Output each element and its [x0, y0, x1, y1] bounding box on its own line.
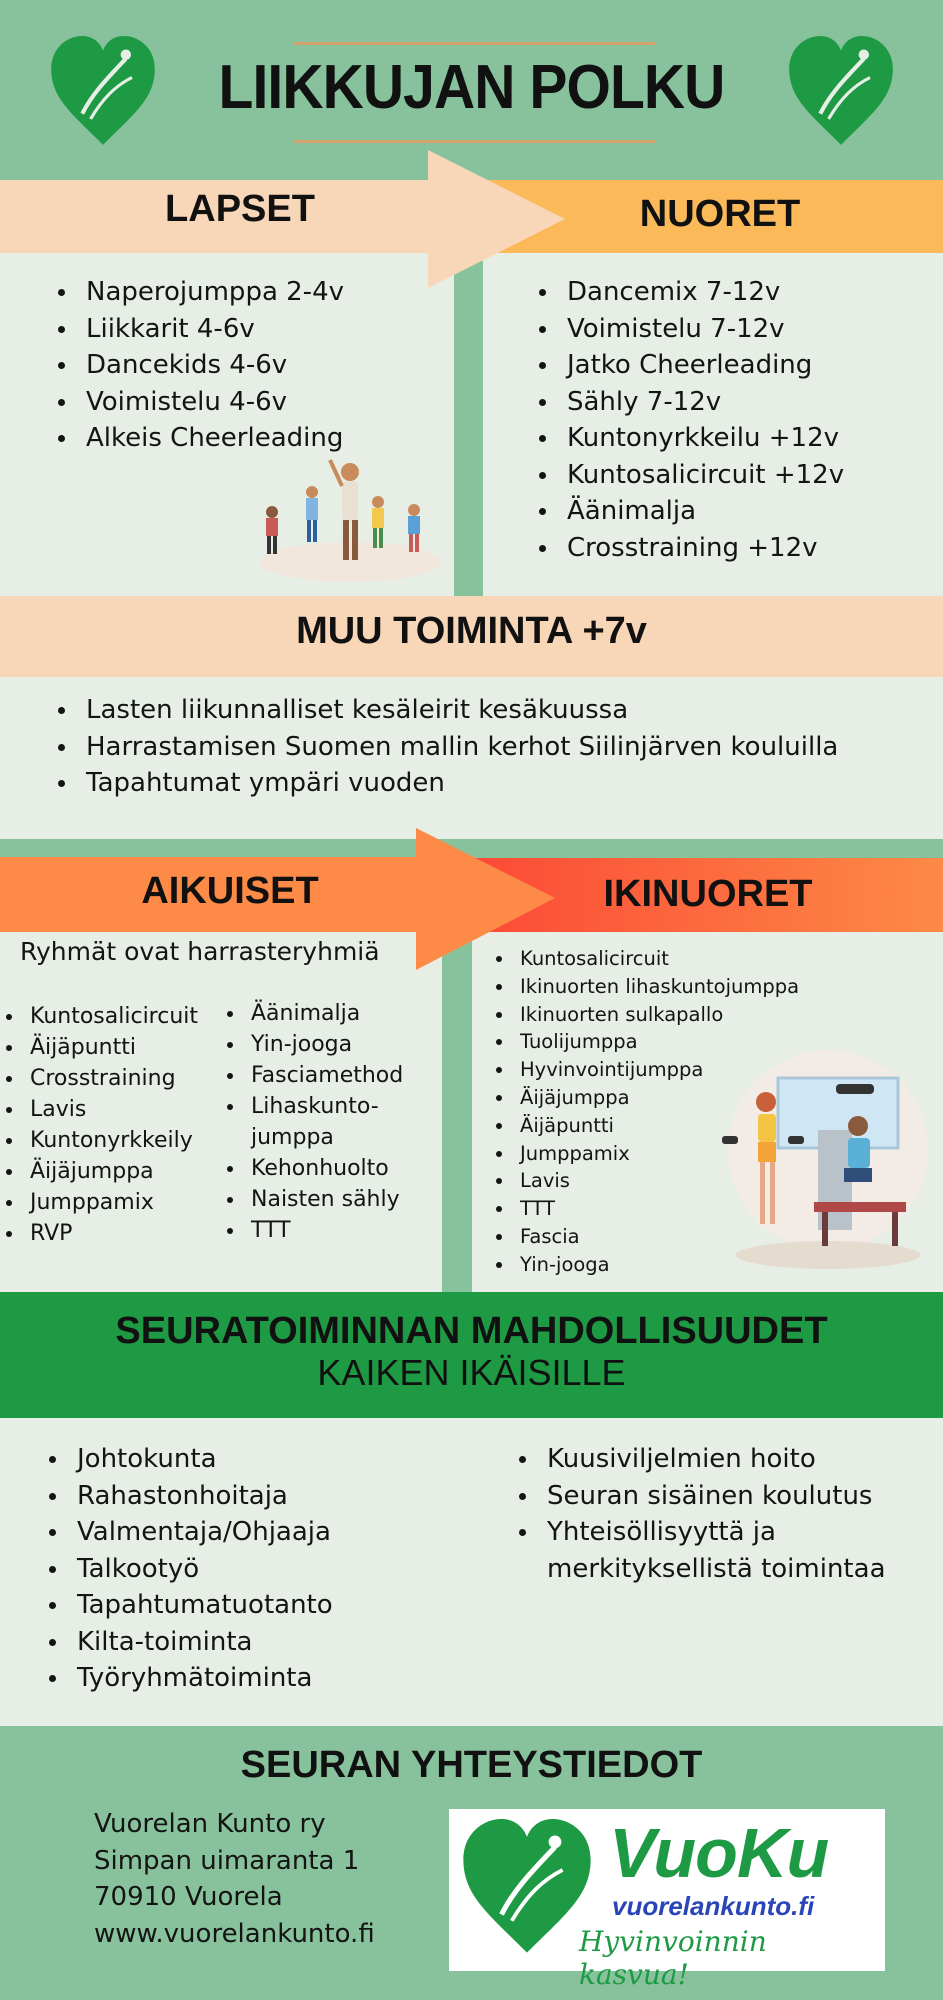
aikuiset-subtitle: Ryhmät ovat harrasteryhmiä [20, 937, 380, 966]
contact-line: Simpan uimaranta 1 [94, 1845, 360, 1876]
lapset-list [86, 274, 344, 457]
list-item: Crosstraining [30, 1063, 198, 1094]
list-item: Kehonhuolto [251, 1153, 403, 1184]
seura-heading: SEURATOIMINNAN MAHDOLLISUUDET [115, 1310, 828, 1352]
list-item: Tapahtumat ympäri vuoden [86, 765, 838, 802]
list-item: Kuusiviljelmien hoito [547, 1441, 927, 1478]
list-item: Fasciamethod [251, 1060, 403, 1091]
aikuiset-list-col2 [251, 998, 403, 1246]
logo-url: vuorelankunto.fi [612, 1891, 815, 1921]
list-item: Kuntonyrkkeilu +12v [567, 420, 844, 457]
list-item: Äänimalja [251, 998, 403, 1029]
list-item: Kuntosalicircuit +12v [567, 457, 844, 494]
list-item: Jumppamix [30, 1187, 198, 1218]
list-item: Harrastamisen Suomen mallin kerhot Siilinjärven kouluilla [86, 729, 838, 766]
list-item: Sähly 7-12v [567, 384, 844, 421]
muu-heading: MUU TOIMINTA +7v [296, 610, 647, 652]
list-item: Ikinuorten lihaskuntojumppa [520, 973, 799, 1001]
seura-subheading: KAIKEN IKÄISILLE [317, 1352, 626, 1393]
list-item: Naisten sähly [251, 1184, 403, 1215]
list-item: Crosstraining +12v [567, 530, 844, 567]
list-item: Tuolijumppa [520, 1028, 799, 1056]
list-item: Kilta-toiminta [77, 1624, 333, 1661]
children-exercise-illustration [250, 450, 440, 585]
list-item: Yhteisöllisyyttä ja merkityksellistä toimintaa [547, 1514, 927, 1587]
contact-line: Vuorelan Kunto ry [94, 1809, 326, 1839]
list-item: Voimistelu 4-6v [86, 384, 344, 421]
list-item: Äijäjumppa [520, 1084, 799, 1112]
list-item: Liikkarit 4-6v [86, 311, 344, 348]
list-item: Lavis [30, 1094, 198, 1125]
list-item: Fascia [520, 1223, 799, 1251]
list-item: Yin-jooga [520, 1251, 799, 1279]
gym-illustration [718, 1050, 928, 1275]
header [0, 0, 943, 160]
heart-logo-icon [463, 1819, 591, 1959]
contact-website-link[interactable]: www.vuorelankunto.fi [94, 1918, 375, 1949]
list-item: Rahastonhoitaja [77, 1478, 333, 1515]
list-item: TTT [520, 1195, 799, 1223]
list-item: Äijäjumppa [30, 1156, 198, 1187]
list-item: Naperojumppa 2-4v [86, 274, 344, 311]
aikuiset-heading: AIKUISET [141, 870, 319, 912]
page-title: LIIKKUJAN POLKU [218, 53, 725, 122]
logo-name: VuoKu [609, 1814, 829, 1892]
list-item: Äijäpuntti [30, 1032, 198, 1063]
list-item: Valmentaja/Ohjaaja [77, 1514, 333, 1551]
list-item: Lasten liikunnalliset kesäleirit kesäkuussa [86, 692, 838, 729]
list-item: Johtokunta [77, 1441, 333, 1478]
seura-list-col1 [77, 1441, 333, 1697]
list-item: Äänimalja [567, 493, 844, 530]
nuoret-list [567, 274, 844, 566]
seura-list-col2 [547, 1441, 927, 1587]
nuoret-heading: NUORET [639, 193, 801, 235]
list-item: Dancekids 4-6v [86, 347, 344, 384]
contact-line: 70910 Vuorela [94, 1882, 283, 1912]
list-item: Ikinuorten sulkapallo [520, 1001, 799, 1029]
ikinuoret-heading: IKINUORET [603, 873, 813, 915]
title-rule-bottom [293, 140, 655, 143]
list-item: TTT [251, 1215, 403, 1246]
list-item: RVP [30, 1218, 198, 1249]
list-item: Talkootyö [77, 1551, 333, 1588]
list-item: Hyvinvointijumppa [520, 1056, 799, 1084]
title-rule-top [293, 42, 655, 45]
list-item: Voimistelu 7-12v [567, 311, 844, 348]
list-item: Lihaskunto- [251, 1091, 403, 1122]
list-item: Äijäpuntti [520, 1112, 799, 1140]
contact-block [94, 1806, 375, 1952]
list-item: Alkeis Cheerleading [86, 420, 344, 457]
list-item: Työryhmätoiminta [77, 1660, 333, 1697]
muu-list [86, 692, 838, 802]
list-item: Kuntosalicircuit [520, 945, 799, 973]
aikuiset-list-col1 [30, 1001, 198, 1249]
list-item: Kuntosalicircuit [30, 1001, 198, 1032]
contact-heading: SEURAN YHTEYSTIEDOT [240, 1744, 703, 1786]
list-item: Dancemix 7-12v [567, 274, 844, 311]
list-item: Yin-jooga [251, 1029, 403, 1060]
vuoku-logo-card [449, 1809, 885, 1991]
list-item: Lavis [520, 1167, 799, 1195]
list-item: Kuntonyrkkeily [30, 1125, 198, 1156]
logo-slogan: Hyvinvoinnin kasvua! [579, 1925, 767, 1991]
lapset-heading: LAPSET [165, 188, 315, 230]
list-item: Seuran sisäinen koulutus [547, 1478, 927, 1515]
list-item: Jatko Cheerleading [567, 347, 844, 384]
list-item: Tapahtumatuotanto [77, 1587, 333, 1624]
list-item-continuation: jumppa [251, 1125, 334, 1150]
list-item: Jumppamix [520, 1140, 799, 1168]
